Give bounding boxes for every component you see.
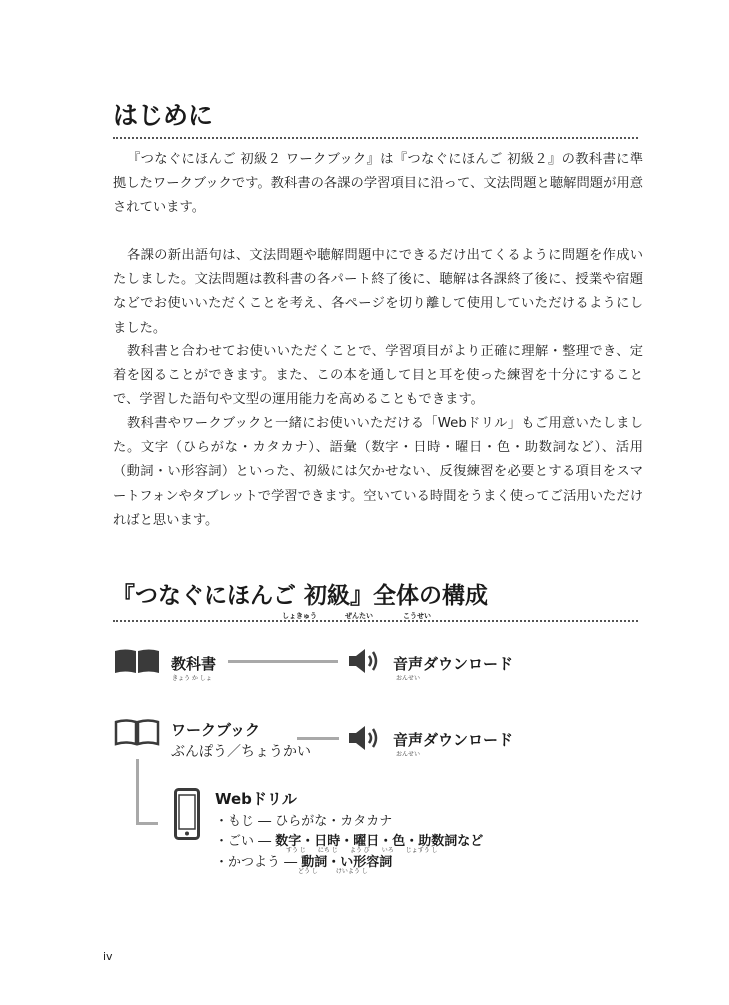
webdrill-item-katsuyou: ・かつよう ― 動詞・い形容詞 xyxy=(215,855,393,870)
title-ruby-zentai: ぜんたい xyxy=(345,612,373,620)
intro-paragraph-2: 各課の新出語句は、文法問題や聴解問題中にできるだけ出てくるように問題を作成いたしました。文法問題は教科書の各パート終了後に、聴解は各課終了後に、授業や宿題などでお使いいただくことを考え、各ページを切り離して使用していただけるようにしました。 xyxy=(113,248,643,336)
intro-paragraph-1: 『つなぐにほんご 初級２ ワークブック』は『つなぐにほんご 初級２』の教科書に準拠したワークブックです。教科書の各課の学習項目に沿って、文法問題と聴解問題が用意されています。 xyxy=(113,152,643,216)
book-filled-icon xyxy=(114,648,160,678)
audio-ruby-2: おんせい xyxy=(396,751,421,758)
dotted-divider xyxy=(113,137,638,139)
textbook-label: 教科書 xyxy=(171,655,217,673)
connector-line xyxy=(228,660,338,663)
webdrill-item-moji: ・もじ ― ひらがな・カタカナ xyxy=(215,814,393,829)
intro-paragraph-3: 教科書と合わせてお使いいただくことで、学習項目がより正確に理解・整理でき、定着を図ることができます。また、この本を通して目と耳を使った練習を十分にすることで、学習した語句や文型の運用能力を高めることもできます。 xyxy=(113,344,643,408)
connector-vertical xyxy=(136,759,139,825)
speaker-icon xyxy=(348,647,384,679)
title-ruby-shokyu: しょきゅう xyxy=(282,612,317,620)
webdrill-katsuyou-ruby: どう し けいよう し xyxy=(298,868,368,875)
workbook-sublabel: ぶんぽう／ちょうかい xyxy=(171,744,311,760)
smartphone-icon xyxy=(174,788,200,844)
speaker-icon-2 xyxy=(348,724,384,756)
intro-paragraph-4: 教科書やワークブックと一緒にお使いいただける「Webドリル」もご用意いたしました。文字（ひらがな・カタカナ）、語彙（数字・日時・曜日・色・助数詞など）、活用（動詞・い形容詞）といった、初級には欠かせない、反復練習を必要とする項目をスマートフォンやタブレットで学習できます。空いている時間をうまく使ってご活用いただければと思います。 xyxy=(113,416,643,528)
webdrill-label: Webドリル xyxy=(215,790,297,808)
audio-download-label-1: 音声ダウンロード xyxy=(393,655,514,673)
audio-download-label-2: 音声ダウンロード xyxy=(393,731,514,749)
section-title-intro: はじめに xyxy=(113,101,214,130)
workbook-label: ワークブック xyxy=(171,721,260,739)
webdrill-goi-ruby: すう じ にち じ よう び いろ じょすう し xyxy=(286,847,438,854)
connector-line-2 xyxy=(297,737,339,740)
page-number: iv xyxy=(103,950,113,963)
connector-horizontal xyxy=(136,822,158,825)
book-outline-icon xyxy=(114,718,160,750)
title-ruby-kousei: こうせい xyxy=(403,612,431,620)
webdrill-item-goi: ・ごい ― 数字・日時・曜日・色・助数詞など xyxy=(215,834,484,849)
dotted-divider-2 xyxy=(113,620,638,622)
textbook-ruby: きょう か しょ xyxy=(172,675,212,682)
section-title-structure: 『つなぐにほんご 初級』全体の構成 xyxy=(112,583,489,609)
audio-ruby-1: おんせい xyxy=(396,675,421,682)
